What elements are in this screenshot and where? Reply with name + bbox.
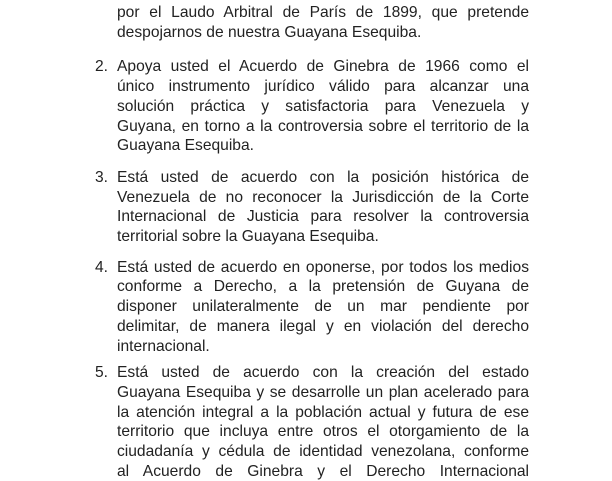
- question-text-line: territorio que incluya entre otros el otorgamiento de la: [117, 423, 529, 441]
- question-text-line: solución práctica y satisfactoria para Venezuela y: [117, 97, 529, 115]
- question-number: 4.: [95, 258, 109, 276]
- question-text-line: único instrumento jurídico válido para alcanzar una: [117, 78, 529, 96]
- question-text-line: internacional.: [117, 337, 210, 355]
- question-text-line: ciudadanía y cédula de identidad venezolana, conforme: [117, 443, 529, 461]
- questions-list: [95, 3, 529, 481]
- question-text-line: al Acuerdo de Ginebra y el Derecho Internacional: [117, 462, 529, 480]
- question-text-line: la atención integral a la población actual y futura de ese: [117, 403, 529, 421]
- question-text-line: Apoya usted el Acuerdo de Ginebra de 1966 como el: [117, 58, 529, 76]
- question-item-4: [95, 258, 529, 357]
- question-number: 2.: [95, 58, 109, 76]
- question-text-line: disponer unilateralmente de un mar pendiente por: [117, 298, 529, 316]
- question-number: 3.: [95, 168, 109, 186]
- question-text-line: Venezuela de no reconocer la Jurisdicción de la Corte: [117, 188, 529, 206]
- question-text-line: Guayana Esequiba.: [117, 137, 254, 155]
- question-item-5: [95, 363, 529, 481]
- question-text-line: conforme a Derecho, a la pretensión de Guyana de: [117, 278, 529, 296]
- question-item-3: [95, 168, 529, 247]
- question-text-line: Guayana Esequiba y se desarrolle un plan acelerado para: [117, 383, 529, 401]
- question-text-line: Está usted de acuerdo con la creación del estado: [117, 364, 529, 382]
- question-text-line: despojarnos de nuestra Guayana Esequiba.: [117, 23, 422, 41]
- question-text-line: Está usted de acuerdo en oponerse, por todos los medios: [117, 258, 529, 276]
- question-number: 5.: [95, 364, 109, 382]
- question-text-line: Internacional de Justicia para resolver la controversia: [117, 208, 529, 226]
- question-item-2: [95, 57, 529, 156]
- question-text-line: Guyana, en torno a la controversia sobre el territorio de la: [117, 117, 529, 135]
- question-text-line: territorial sobre la Guayana Esequiba.: [117, 228, 379, 246]
- question-text-line: Está usted de acuerdo con la posición histórica de: [117, 168, 529, 186]
- question-text-line: delimitar, de manera ilegal y en violación del derecho: [117, 317, 529, 335]
- question-1-continuation: [117, 3, 529, 42]
- question-text-line: por el Laudo Arbitral de París de 1899, que pretende: [117, 4, 529, 21]
